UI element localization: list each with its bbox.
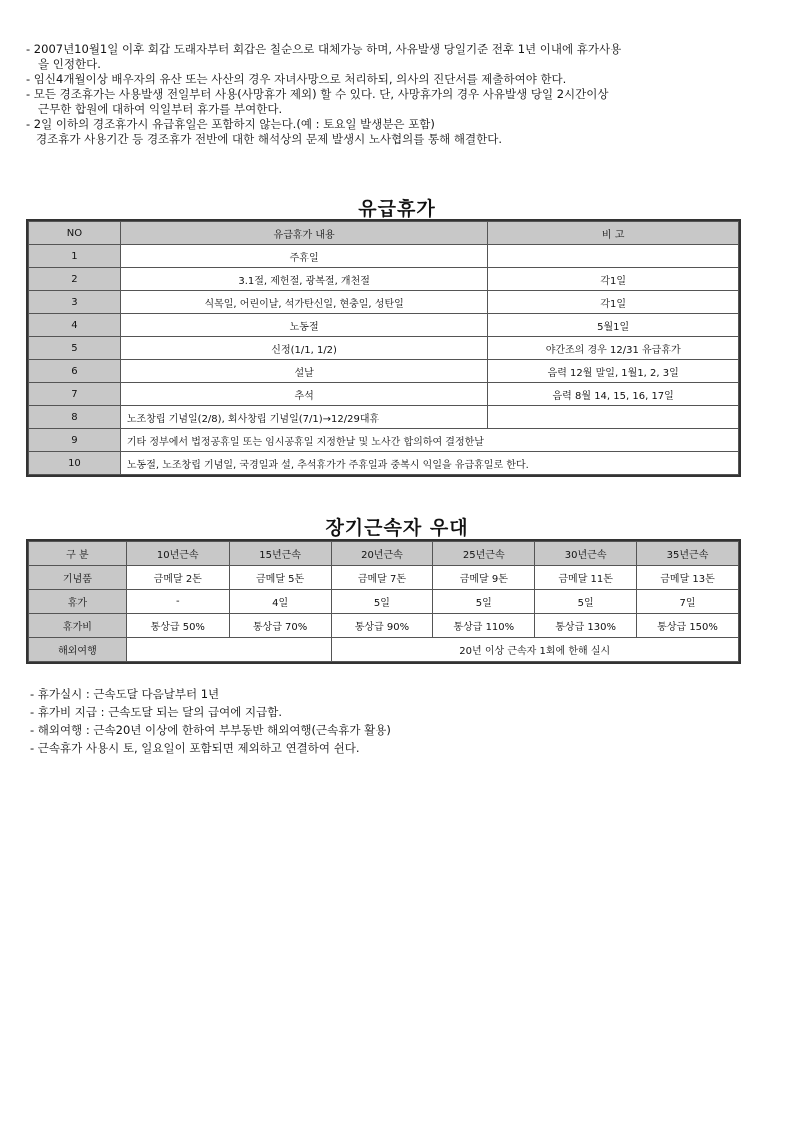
row-content: 노동절: [120, 314, 487, 337]
longterm-table: [28, 541, 739, 662]
table-cell: 금메달 9돈: [433, 566, 535, 590]
col-header-years: 30년근속: [535, 542, 637, 566]
col-header-years: 10년근속: [126, 542, 229, 566]
table-cell: 통상급 150%: [637, 614, 739, 638]
col-header-years: 25년근속: [433, 542, 535, 566]
row-content: 추석: [120, 383, 487, 406]
table-cell: 20년 이상 근속자 1회에 한해 실시: [331, 638, 738, 662]
row-no: 5: [29, 337, 121, 360]
row-content: 기타 정부에서 법정공휴일 또는 임시공휴일 지정한날 및 노사간 합의하여 결정한날: [120, 429, 738, 452]
row-note: 야간조의 경우 12/31 유급휴가: [488, 337, 739, 360]
table-cell: 4일: [229, 590, 331, 614]
table-row: [29, 337, 739, 360]
row-no: 6: [29, 360, 121, 383]
row-no: 10: [29, 452, 121, 475]
note-line: 경조휴가 사용기간 등 경조휴가 전반에 대한 해석상의 문제 발생시 노사협의를 통해 해결한다.: [36, 132, 503, 146]
row-note: [488, 406, 739, 429]
table-row: [29, 452, 739, 475]
note-line: - 휴가비 지급 : 근속도달 되는 달의 급여에 지급함.: [30, 705, 282, 719]
row-note: [488, 245, 739, 268]
row-no: 9: [29, 429, 121, 452]
leave-notes: [26, 42, 746, 147]
row-content: 노동절, 노조창립 기념일, 국경일과 설, 추석휴가가 주휴일과 중복시 익일을 유급휴일로 한다.: [120, 452, 738, 475]
row-note: 5월1일: [488, 314, 739, 337]
row-note: 음력 8월 14, 15, 16, 17일: [488, 383, 739, 406]
table-cell: 금메달 5돈: [229, 566, 331, 590]
note-line: - 2일 이하의 경조휴가시 유급휴일은 포함하지 않는다.(예 : 토요일 발생분은 포함): [26, 117, 435, 131]
table-row: [29, 638, 739, 662]
row-label: 해외여행: [29, 638, 127, 662]
col-header-years: 15년근속: [229, 542, 331, 566]
col-header-no: NO: [29, 222, 121, 245]
note-line: 근무한 합원에 대하여 익일부터 휴가를 부여한다.: [38, 102, 283, 116]
row-label: 휴가: [29, 590, 127, 614]
table-header-row: [29, 222, 739, 245]
row-no: 4: [29, 314, 121, 337]
note-line: - 근속휴가 사용시 토, 일요일이 포함되면 제외하고 연결하여 쉰다.: [30, 741, 360, 755]
table-cell: 통상급 50%: [126, 614, 229, 638]
table-row: [29, 245, 739, 268]
row-no: 1: [29, 245, 121, 268]
table-row: [29, 566, 739, 590]
table-row: [29, 406, 739, 429]
row-note: 음력 12월 말일, 1월1, 2, 3일: [488, 360, 739, 383]
longterm-notes: [30, 685, 391, 757]
row-note: 각1일: [488, 268, 739, 291]
table-cell: 통상급 90%: [331, 614, 433, 638]
col-header-years: 20년근속: [331, 542, 433, 566]
note-line: - 모든 경조휴가는 사용발생 전일부터 사용(사망휴가 제외) 할 수 있다. 단, 사망휴가의 경우 사유발생 당일 2시간이상: [26, 87, 609, 101]
table-cell: 금메달 2돈: [126, 566, 229, 590]
table-cell: 5일: [433, 590, 535, 614]
table-cell: -: [126, 590, 229, 614]
note-line: 을 인정한다.: [38, 57, 101, 71]
table-row: [29, 314, 739, 337]
note-line: - 2007년10월1일 이후 회갑 도래자부터 회갑은 칠순으로 대체가능 하며, 사유발생 당일기준 전후 1년 이내에 휴가사용: [26, 42, 622, 56]
col-header-note: 비 고: [488, 222, 739, 245]
note-line: - 임신4개월이상 배우자의 유산 또는 사산의 경우 자녀사망으로 처리하되, 의사의 진단서를 제출하여야 한다.: [26, 72, 567, 86]
row-label: 기념품: [29, 566, 127, 590]
table-cell: 금메달 7돈: [331, 566, 433, 590]
table-row: [29, 429, 739, 452]
col-header-category: 구 분: [29, 542, 127, 566]
table-row: [29, 383, 739, 406]
table-cell: 금메달 13돈: [637, 566, 739, 590]
table-row: [29, 360, 739, 383]
table-cell: 통상급 70%: [229, 614, 331, 638]
table-cell-empty: [126, 638, 331, 662]
row-no: 8: [29, 406, 121, 429]
row-content: 신정(1/1, 1/2): [120, 337, 487, 360]
table-row: [29, 268, 739, 291]
table-row: [29, 614, 739, 638]
table-cell: 7일: [637, 590, 739, 614]
note-line: - 휴가실시 : 근속도달 다음날부터 1년: [30, 687, 220, 701]
table-cell: 5일: [331, 590, 433, 614]
row-no: 7: [29, 383, 121, 406]
table-cell: 금메달 11돈: [535, 566, 637, 590]
row-content: 노조창립 기념일(2/8), 회사창립 기념일(7/1)→12/29대휴: [120, 406, 487, 429]
note-line: - 해외여행 : 근속20년 이상에 한하여 부부동반 해외여행(근속휴가 활용): [30, 723, 391, 737]
table-cell: 통상급 110%: [433, 614, 535, 638]
paid-leave-table: [28, 221, 739, 475]
table-header-row: [29, 542, 739, 566]
longterm-title: 장기근속자 우대: [0, 513, 794, 540]
row-no: 2: [29, 268, 121, 291]
row-content: 설날: [120, 360, 487, 383]
col-header-content: 유급휴가 내용: [120, 222, 487, 245]
table-row: [29, 590, 739, 614]
table-row: [29, 291, 739, 314]
row-content: 주휴일: [120, 245, 487, 268]
row-content: 식목일, 어린이날, 석가탄신일, 현충일, 성탄일: [120, 291, 487, 314]
table-cell: 5일: [535, 590, 637, 614]
row-label: 휴가비: [29, 614, 127, 638]
row-no: 3: [29, 291, 121, 314]
table-cell: 통상급 130%: [535, 614, 637, 638]
paid-leave-title: 유급휴가: [0, 194, 794, 221]
row-note: 각1일: [488, 291, 739, 314]
row-content: 3.1절, 제헌절, 광복절, 개천절: [120, 268, 487, 291]
col-header-years: 35년근속: [637, 542, 739, 566]
